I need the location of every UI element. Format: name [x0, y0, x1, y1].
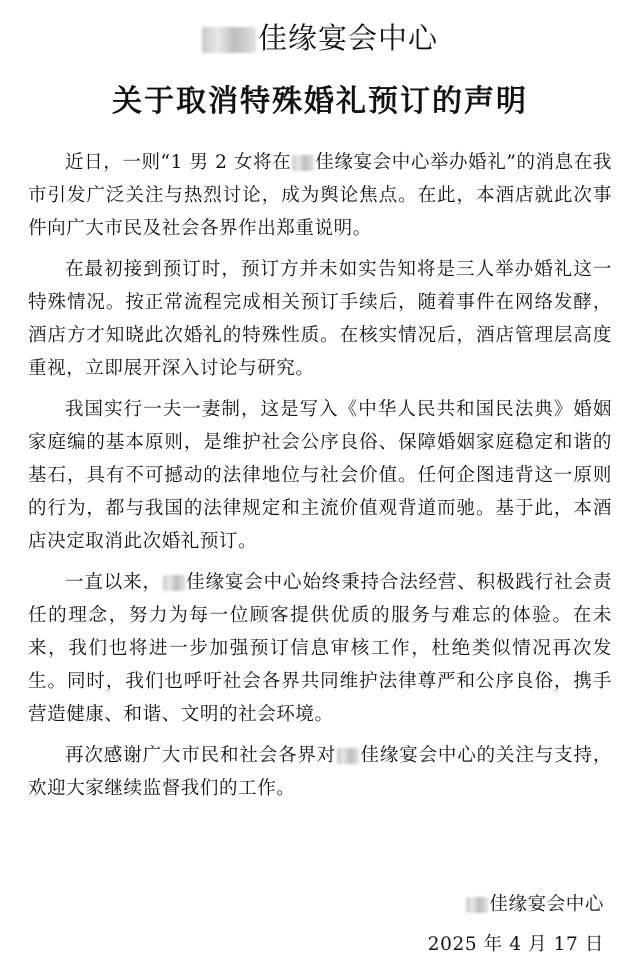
paragraph-1-text-b: 佳缘宴会中心举办婚礼”的消息在我市引发广泛关注与热烈讨论，成为舆论焦点。在此，本酒店就此次事件向广大市民及社会各界作出郑重说明。 — [28, 152, 612, 239]
paragraph-1 — [28, 146, 612, 245]
statement-body — [28, 146, 612, 813]
signature-organization — [465, 890, 604, 920]
redacted-name-mark — [337, 748, 359, 764]
paragraph-3: 我国实行一夫一妻制，这是写入《中华人民共和国民法典》婚姻家庭编的基本原则，是维护社会公序良俗、保障婚姻家庭稳定和谐的基石，具有不可撼动的法律地位与社会价值。任何企图违背这一原则的行为，都与我国的法律规定和主流价值观背道而驰。基于此，本酒店决定取消此次婚礼预订。 — [28, 399, 612, 552]
signature-org-name: 佳缘宴会中心 — [489, 894, 604, 915]
redacted-name-mark — [202, 27, 256, 53]
paragraph-4 — [28, 566, 612, 731]
redacted-name-mark — [466, 897, 488, 913]
redacted-name-mark — [163, 575, 185, 591]
paragraph-1-text-a: 近日，一则“1 男 2 女将在 — [65, 152, 292, 173]
paragraph-4-text-a: 一直以来， — [65, 572, 162, 593]
redacted-name-mark — [292, 155, 314, 171]
organization-header — [0, 18, 640, 58]
paragraph-5-text-b: 佳缘宴会中心的关注与支持，欢迎大家继续监督我们的工作。 — [28, 745, 612, 799]
paragraph-2: 在最初接到预订时，预订方并未如实告知将是三人举办婚礼这一特殊情况。按正常流程完成相关预订手续后，随着事件在网络发酵，酒店方才知晓此次婚礼的特殊性质。在核实情况后，酒店管理层高度重视，立即展开深入讨论与研究。 — [28, 259, 612, 379]
document-title: 关于取消特殊婚礼预订的声明 — [112, 84, 528, 119]
paragraph-5 — [28, 739, 612, 805]
organization-name: 佳缘宴会中心 — [257, 21, 438, 55]
paragraph-4-text-b: 佳缘宴会中心始终秉持合法经营、积极践行社会责任的理念，努力为每一位顾客提供优质的服务与难忘的体验。在未来，我们也将进一步加强预订信息审核工作，杜绝类似情况再次发生。同时，我们也呼吁社会各界共同维护法律尊严和公序良俗，携手营造健康、和谐、文明的社会环境。 — [28, 572, 612, 725]
signature-date: 2025 年 4 月 17 日 — [427, 934, 604, 955]
paragraph-5-text-a: 再次感谢广大市民和社会各界对 — [65, 745, 337, 766]
